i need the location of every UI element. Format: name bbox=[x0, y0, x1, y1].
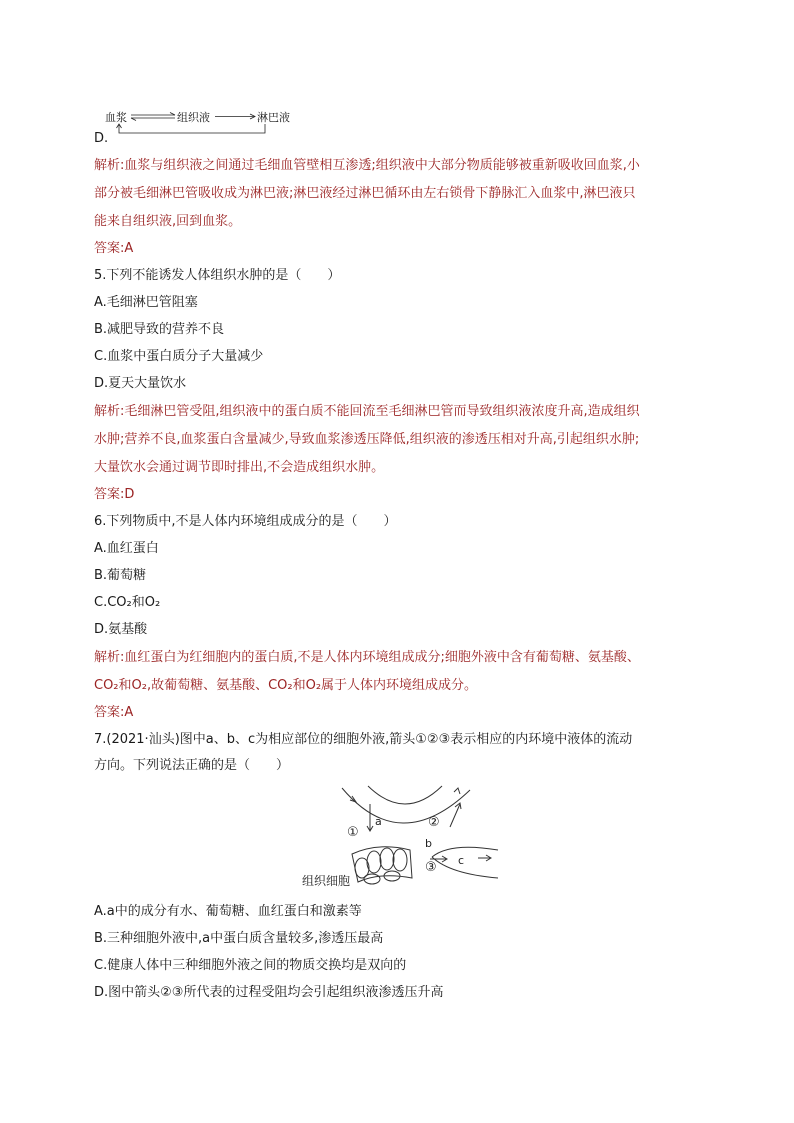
q7-option-c: C.健康人体中三种细胞外液之间的物质交换均是双向的 bbox=[94, 958, 407, 973]
q5-option-b: B.减肥导致的营养不良 bbox=[94, 322, 225, 337]
arrow-lymph-to-plasma bbox=[119, 124, 265, 133]
q5-answer: 答案:D bbox=[94, 487, 135, 502]
q4-analysis-line: 部分被毛细淋巴管吸收成为淋巴液;淋巴液经过淋巴循环由左右锁骨下静脉汇入血浆中,淋巴液只 bbox=[94, 186, 636, 201]
label-a: a bbox=[375, 815, 382, 828]
q7-stem-line: 7.(2021·汕头)图中a、b、c为相应部位的细胞外液,箭头①②③表示相应的内环境中液体的流动 bbox=[94, 732, 633, 747]
diagram-arrows bbox=[105, 107, 305, 137]
diagram-lymph-label: 淋巴液 bbox=[257, 111, 290, 124]
q6-option-b: B.葡萄糖 bbox=[94, 568, 147, 583]
q5-option-a: A.毛细淋巴管阻塞 bbox=[94, 295, 198, 310]
q6-option-d: D.氨基酸 bbox=[94, 622, 148, 637]
q6-answer: 答案:A bbox=[94, 705, 134, 720]
tissue-cell bbox=[393, 849, 407, 871]
q6-analysis-line: CO₂和O₂,故葡萄糖、氨基酸、CO₂和O₂属于人体内环境组成成分。 bbox=[94, 678, 478, 693]
q7-option-b: B.三种细胞外液中,a中蛋白质含量较多,渗透压最高 bbox=[94, 931, 384, 946]
q5-option-c: C.血浆中蛋白质分子大量减少 bbox=[94, 349, 264, 364]
capillary-inner-wall bbox=[368, 786, 442, 804]
option-d-diagram bbox=[105, 107, 305, 137]
q5-stem: 5.下列不能诱发人体组织水肿的是（ ） bbox=[94, 268, 341, 283]
q4-analysis-line: 能来自组织液,回到血浆。 bbox=[94, 214, 242, 229]
q4-answer: 答案:A bbox=[94, 241, 134, 256]
q4-analysis-line: 解析:血浆与组织液之间通过毛细血管壁相互渗透;组织液中大部分物质能够被重新吸收回血浆,小 bbox=[94, 158, 640, 173]
tissue-cell bbox=[380, 848, 394, 870]
q7-option-d: D.图中箭头②③所代表的过程受阻均会引起组织液渗透压升高 bbox=[94, 985, 444, 1000]
label-arrow-1: ① bbox=[347, 825, 359, 840]
q5-analysis-line: 大量饮水会通过调节即时排出,不会造成组织水肿。 bbox=[94, 460, 385, 475]
option-d-label: D. bbox=[94, 131, 109, 146]
q7-figure bbox=[300, 782, 500, 892]
q6-option-a: A.血红蛋白 bbox=[94, 541, 159, 556]
q5-analysis-line: 解析:毛细淋巴管受阻,组织液中的蛋白质不能回流至毛细淋巴管而导致组织液浓度升高,造成组织 bbox=[94, 404, 640, 419]
q6-option-c: C.CO₂和O₂ bbox=[94, 595, 161, 610]
q7-option-a: A.a中的成分有水、葡萄糖、血红蛋白和激素等 bbox=[94, 904, 362, 919]
label-arrow-2: ② bbox=[428, 815, 440, 830]
capillary-lymph-diagram bbox=[300, 782, 500, 892]
diagram-plasma-label: 血浆 bbox=[105, 111, 127, 124]
q6-analysis-line: 解析:血红蛋白为红细胞内的蛋白质,不是人体内环境组成成分;细胞外液中含有葡萄糖、氨基酸、 bbox=[94, 650, 640, 665]
capillary-outer-wall bbox=[342, 788, 470, 823]
q5-analysis-line: 水肿;营养不良,血浆蛋白含量减少,导致血浆渗透压降低,组织液的渗透压相对升高,引起组织水肿; bbox=[94, 432, 640, 447]
label-b: b bbox=[425, 837, 432, 850]
label-arrow-3: ③ bbox=[425, 860, 437, 875]
arrow-2 bbox=[450, 804, 460, 827]
q6-stem: 6.下列物质中,不是人体内环境组成成分的是（ ） bbox=[94, 514, 397, 529]
q5-option-d: D.夏天大量饮水 bbox=[94, 376, 187, 391]
q7-stem-line: 方向。下列说法正确的是（ ） bbox=[94, 758, 290, 773]
diagram-tissue-fluid-label: 组织液 bbox=[177, 111, 210, 124]
tissue-cell bbox=[367, 851, 381, 873]
label-c: c bbox=[458, 854, 465, 867]
lymph-vessel-top bbox=[432, 847, 498, 857]
label-tissue-cells: 组织细胞 bbox=[302, 874, 351, 888]
